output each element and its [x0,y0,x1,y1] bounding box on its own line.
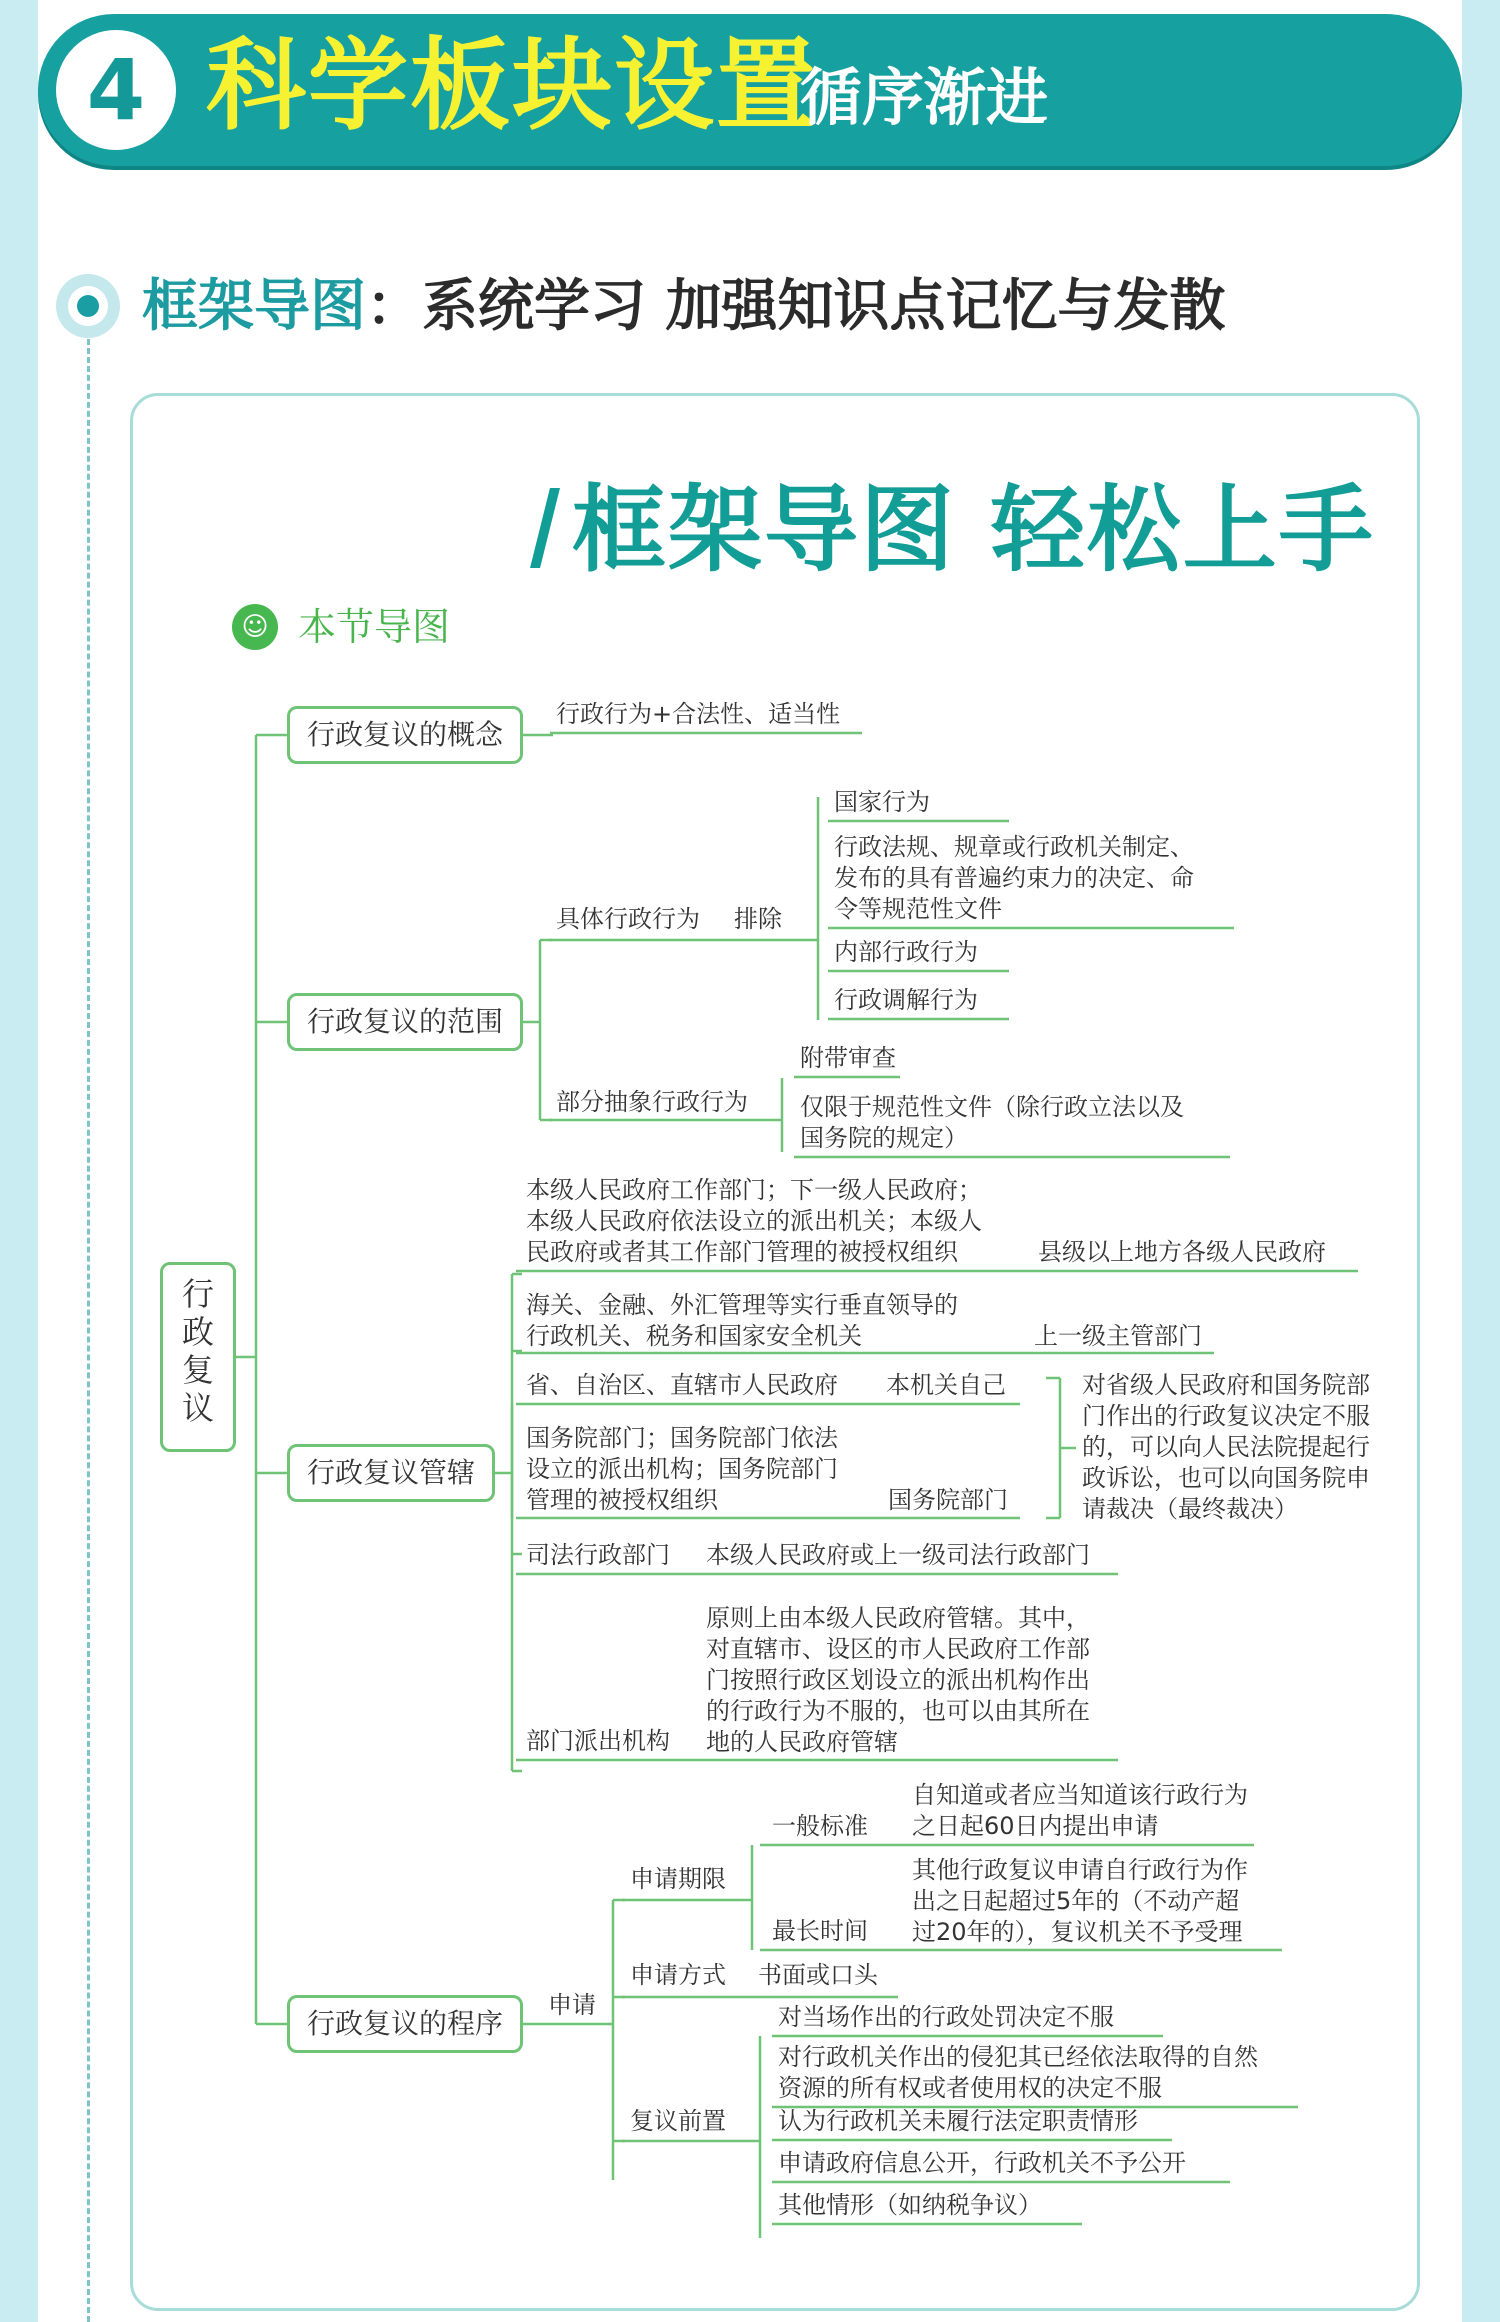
jurisdiction-note: 的，可以向人民法院提起行 [1082,1433,1370,1461]
jurisdiction-item5: 司法行政部门 [526,1541,670,1569]
prereq-item: 其他情形（如纳税争议） [778,2191,1042,2219]
procedure-general: 一般标准 [772,1812,868,1840]
concept-leaf: 行政行为+合法性、适当性 [556,700,841,728]
jurisdiction-item2-result: 上一级主管部门 [1034,1322,1202,1350]
jurisdiction-item1-result: 县级以上地方各级人民政府 [1038,1238,1326,1266]
jurisdiction-note: 请裁决（最终裁决） [1082,1495,1298,1523]
jurisdiction-item4-result: 国务院部门 [888,1486,1008,1514]
jurisdiction-item6-result: 对直辖市、设区的市人民政府工作部 [706,1635,1090,1663]
branch-concept: 行政复议的概念 [287,706,523,764]
jurisdiction-item6-result: 地的人民政府管辖 [706,1728,898,1756]
procedure-longest-text: 其他行政复议申请自行政行为作 [912,1856,1248,1884]
prereq-item: 对当场作出的行政处罚决定不服 [778,2003,1114,2031]
exclude-item: 发布的具有普遍约束力的决定、命 [834,864,1194,892]
procedure-apply: 申请 [548,1991,596,2019]
jurisdiction-item6-result: 原则上由本级人民政府管辖。其中， [706,1604,1090,1632]
jurisdiction-note: 门作出的行政复议决定不服 [1082,1402,1370,1430]
procedure-period: 申请期限 [630,1865,726,1893]
jurisdiction-item3: 省、自治区、直辖市人民政府 [526,1371,838,1399]
jurisdiction-note: 对省级人民政府和国务院部 [1082,1371,1370,1399]
prereq-item: 对行政机关作出的侵犯其已经依法取得的自然 [778,2043,1258,2071]
exclude-item: 内部行政行为 [834,938,978,966]
section-number-badge: 4 [56,30,176,150]
exclude-item: 行政法规、规章或行政机关制定、 [834,833,1194,861]
procedure-longest-text: 过20年的），复议机关不予受理 [912,1918,1243,1946]
abstract-item: 国务院的规定） [800,1124,968,1152]
procedure-longest-text: 出之日起超过5年的（不动产超 [912,1887,1240,1915]
exclude-item: 令等规范性文件 [834,895,1002,923]
jurisdiction-item4: 管理的被授权组织 [526,1486,718,1514]
procedure-prereq: 复议前置 [630,2107,726,2135]
jurisdiction-item6-result: 门按照行政区划设立的派出机构作出 [706,1666,1090,1694]
jurisdiction-item1: 民政府或者其工作部门管理的被授权组织 [526,1238,958,1266]
branch-jurisdiction: 行政复议管辖 [287,1444,495,1502]
prereq-item: 申请政府信息公开，行政机关不予公开 [778,2149,1186,2177]
jurisdiction-item1: 本级人民政府依法设立的派出机关；本级人 [526,1207,982,1235]
mindmap-root-node [160,1262,236,1452]
exclude-item: 国家行为 [834,788,930,816]
procedure-general-text: 之日起60日内提出申请 [912,1812,1159,1840]
section-heading-key: 框架导图 [142,274,366,339]
jurisdiction-item6: 部门派出机构 [526,1727,670,1755]
root-char: 议 [181,1389,214,1427]
procedure-general-text: 自知道或者应当知道该行政行为 [912,1781,1248,1809]
scope-abstract: 部分抽象行政行为 [556,1088,748,1116]
prereq-item: 资源的所有权或者使用权的决定不服 [778,2074,1162,2102]
scope-specific: 具体行政行为 [556,905,700,933]
card-subtitle: 本节导图 [298,605,451,649]
jurisdiction-item2: 行政机关、税务和国家安全机关 [526,1322,862,1350]
jurisdiction-item3-result: 本机关自己 [886,1371,1006,1399]
section-heading-rest: ：系统学习 加强知识点记忆与发散 [366,274,1226,339]
abstract-item: 附带审查 [800,1044,896,1072]
prereq-item: 认为行政机关未履行法定职责情形 [778,2107,1138,2135]
banner-title: 科学板块设置 [206,27,818,144]
jurisdiction-note: 政诉讼，也可以向国务院申 [1082,1464,1370,1492]
jurisdiction-item4: 设立的派出机构；国务院部门 [526,1455,838,1483]
branch-scope: 行政复议的范围 [287,993,523,1051]
root-char: 行 [181,1275,214,1313]
smiley-icon: ☺ [232,604,278,650]
banner-subtitle: 循序渐进 [800,61,1049,134]
abstract-item: 仅限于规范性文件（除行政立法以及 [800,1093,1184,1121]
procedure-longest: 最长时间 [772,1917,868,1945]
root-char: 复 [181,1351,214,1389]
card-title: 框架导图 轻松上手 [572,476,1375,585]
jurisdiction-item5-result: 本级人民政府或上一级司法行政部门 [706,1541,1090,1569]
jurisdiction-item4: 国务院部门；国务院部门依法 [526,1424,838,1452]
root-char: 政 [181,1313,214,1351]
scope-exclude: 排除 [734,905,782,933]
jurisdiction-item6-result: 的行政行为不服的，也可以由其所在 [706,1697,1090,1725]
exclude-item: 行政调解行为 [834,986,978,1014]
jurisdiction-item2: 海关、金融、外汇管理等实行垂直领导的 [526,1291,958,1319]
procedure-method: 申请方式 [630,1961,726,1989]
jurisdiction-item1: 本级人民政府工作部门；下一级人民政府； [526,1176,982,1204]
procedure-method-value: 书面或口头 [758,1961,878,1989]
branch-procedure: 行政复议的程序 [287,1995,523,2053]
